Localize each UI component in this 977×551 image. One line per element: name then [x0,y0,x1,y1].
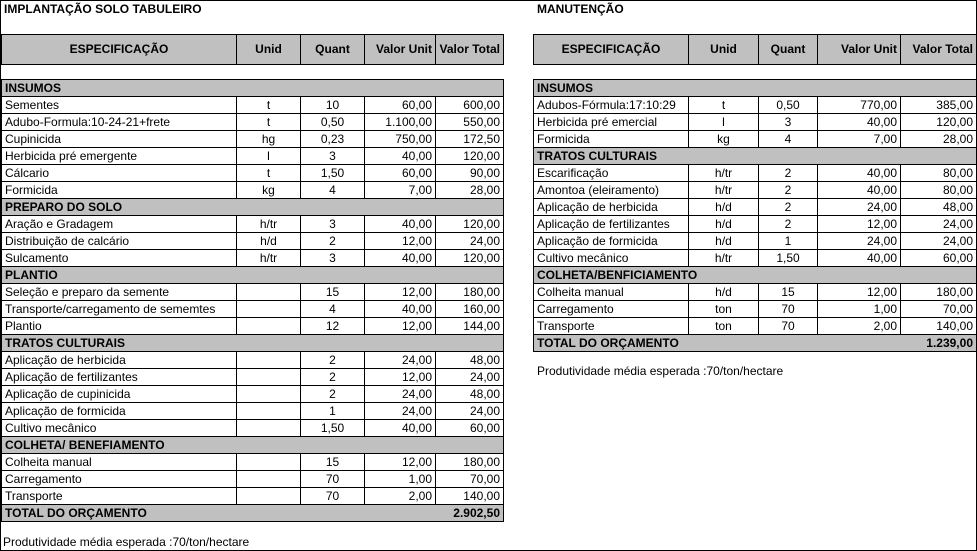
cell-quant: 4 [301,182,365,199]
table-row [2,454,504,471]
cell-especificacao: Aração e Gradagem [2,216,237,233]
cell-valor-total: 24,00 [901,216,977,233]
table-row [534,114,977,131]
right-budget-table [533,34,977,352]
section-title: PLANTIO [2,267,504,284]
table-row [2,114,504,131]
cell-valor-unit: 40,00 [365,148,436,165]
cell-valor-unit: 7,00 [365,182,436,199]
cell-valor-unit: 1,00 [365,471,436,488]
cell-unid: t [237,97,301,114]
header-unid: Unid [689,35,759,65]
cell-valor-unit: 60,00 [365,165,436,182]
cell-quant: 1 [759,233,818,250]
header-valor-unit: Valor Unit [365,35,436,65]
cell-unid [237,369,301,386]
section-row [2,437,504,454]
cell-valor-total: 550,00 [436,114,504,131]
table-row [2,97,504,114]
cell-valor-total: 180,00 [901,284,977,301]
cell-valor-unit: 750,00 [365,131,436,148]
table-row [2,471,504,488]
cell-unid [237,454,301,471]
section-row [2,267,504,284]
table-row [2,318,504,335]
cell-valor-total: 24,00 [436,369,504,386]
cell-quant: 0,50 [759,97,818,114]
cell-unid: t [237,114,301,131]
cell-valor-total: 24,00 [436,403,504,420]
cell-valor-unit: 40,00 [818,182,901,199]
cell-valor-unit: 2,00 [818,318,901,335]
cell-especificacao: Aplicação de cupinicida [2,386,237,403]
cell-especificacao: Formicida [534,131,689,148]
cell-valor-unit: 12,00 [818,284,901,301]
section-row [534,267,977,284]
section-row [534,80,977,97]
cell-quant: 2 [301,233,365,250]
cell-valor-total: 120,00 [436,216,504,233]
spacer-row [534,65,977,80]
section-row [2,80,504,97]
spacer-cell [2,65,504,80]
right-title: MANUTENÇÃO [537,2,624,16]
cell-valor-unit: 1.100,00 [365,114,436,131]
table-row [2,488,504,505]
cell-valor-total: 120,00 [436,148,504,165]
cell-unid [237,403,301,420]
table-row [534,165,977,182]
cell-valor-unit: 40,00 [365,420,436,437]
cell-valor-unit: 770,00 [818,97,901,114]
cell-valor-total: 60,00 [436,420,504,437]
cell-quant: 12 [301,318,365,335]
cell-unid [237,386,301,403]
table-row [2,369,504,386]
header-valor-total: Valor Total [436,35,504,65]
cell-especificacao: Sulcamento [2,250,237,267]
cell-quant: 4 [301,301,365,318]
cell-especificacao: Escarificação [534,165,689,182]
cell-quant: 4 [759,131,818,148]
cell-unid: h/tr [689,165,759,182]
cell-unid: h/d [689,284,759,301]
header-valor-total: Valor Total [901,35,977,65]
table-header-row [534,35,977,65]
table-row [534,216,977,233]
cell-valor-total: 80,00 [901,165,977,182]
cell-quant: 15 [301,284,365,301]
cell-quant: 2 [759,182,818,199]
header-quant: Quant [301,35,365,65]
cell-valor-unit: 40,00 [818,114,901,131]
table-row [534,250,977,267]
cell-quant: 10 [301,97,365,114]
section-title: PREPARO DO SOLO [2,199,504,216]
cell-valor-unit: 12,00 [818,216,901,233]
cell-valor-total: 140,00 [901,318,977,335]
cell-unid: hg [237,131,301,148]
cell-unid [237,284,301,301]
cell-especificacao: Transporte/carregamento de sememtes [2,301,237,318]
cell-especificacao: Adubo-Formula:10-24-21+frete [2,114,237,131]
cell-quant: 3 [759,114,818,131]
cell-valor-unit: 2,00 [365,488,436,505]
cell-especificacao: Plantio [2,318,237,335]
table-row [534,233,977,250]
cell-unid: h/d [689,216,759,233]
table-row [2,148,504,165]
section-row [534,148,977,165]
total-value: 2.902,50 [365,505,504,522]
cell-quant: 2 [301,369,365,386]
cell-especificacao: Formicida [2,182,237,199]
cell-valor-unit: 24,00 [818,199,901,216]
cell-valor-total: 120,00 [436,250,504,267]
cell-especificacao: Herbicida pré emercial [534,114,689,131]
table-row [2,216,504,233]
table-header-row [2,35,504,65]
cell-unid: kg [237,182,301,199]
cell-especificacao: Cálcario [2,165,237,182]
cell-valor-unit: 12,00 [365,454,436,471]
section-title: TRATOS CULTURAIS [2,335,504,352]
section-title: COLHETA/BENFICIAMENTO [534,267,977,284]
cell-valor-total: 24,00 [901,233,977,250]
cell-especificacao: Aplicação de fertilizantes [2,369,237,386]
cell-especificacao: Aplicação de herbicida [2,352,237,369]
section-row [2,199,504,216]
cell-unid: kg [689,131,759,148]
cell-especificacao: Cupinicida [2,131,237,148]
cell-especificacao: Transporte [534,318,689,335]
cell-especificacao: Colheita manual [2,454,237,471]
cell-quant: 0,23 [301,131,365,148]
cell-valor-total: 28,00 [436,182,504,199]
table-row [534,318,977,335]
cell-quant: 3 [301,250,365,267]
table-row [2,352,504,369]
cell-valor-total: 140,00 [436,488,504,505]
cell-valor-total: 144,00 [436,318,504,335]
cell-especificacao: Carregamento [2,471,237,488]
section-title: INSUMOS [2,80,504,97]
section-row [2,335,504,352]
cell-quant: 2 [301,352,365,369]
cell-valor-total: 180,00 [436,454,504,471]
cell-quant: 3 [301,216,365,233]
spacer-cell [534,65,977,80]
cell-quant: 1,50 [301,165,365,182]
cell-valor-total: 28,00 [901,131,977,148]
cell-unid [237,301,301,318]
cell-especificacao: Aplicação de fertilizantes [534,216,689,233]
total-label: TOTAL DO ORÇAMENTO [2,505,365,522]
cell-unid: l [689,114,759,131]
cell-especificacao: Adubos-Fórmula:17:10:29 [534,97,689,114]
cell-unid [237,318,301,335]
cell-especificacao: Herbicida pré emergente [2,148,237,165]
cell-valor-unit: 24,00 [365,352,436,369]
cell-unid: l [237,148,301,165]
cell-unid [237,352,301,369]
cell-especificacao: Amontoa (eleiramento) [534,182,689,199]
left-productivity-note: Produtividade média esperada :70/ton/hectare [3,535,250,549]
cell-unid [237,471,301,488]
cell-unid: h/d [237,233,301,250]
cell-unid: h/d [689,199,759,216]
cell-valor-total: 385,00 [901,97,977,114]
cell-quant: 15 [759,284,818,301]
cell-quant: 2 [301,386,365,403]
cell-valor-unit: 60,00 [365,97,436,114]
cell-valor-unit: 40,00 [818,250,901,267]
table-row [2,131,504,148]
cell-especificacao: Aplicação de formicida [2,403,237,420]
cell-quant: 70 [301,488,365,505]
table-row [534,131,977,148]
cell-valor-total: 70,00 [436,471,504,488]
cell-quant: 1,50 [301,420,365,437]
cell-unid: t [237,165,301,182]
table-row [2,165,504,182]
cell-unid: h/d [689,233,759,250]
cell-valor-total: 48,00 [436,386,504,403]
table-row [2,284,504,301]
cell-unid: ton [689,301,759,318]
cell-especificacao: Colheita manual [534,284,689,301]
cell-unid: h/tr [237,216,301,233]
header-unid: Unid [237,35,301,65]
cell-valor-total: 600,00 [436,97,504,114]
cell-especificacao: Cultivo mecânico [534,250,689,267]
cell-quant: 3 [301,148,365,165]
cell-unid: h/tr [689,182,759,199]
cell-especificacao: Carregamento [534,301,689,318]
table-row [2,386,504,403]
cell-especificacao: Sementes [2,97,237,114]
cell-valor-total: 172,50 [436,131,504,148]
cell-quant: 2 [759,199,818,216]
cell-especificacao: Distribuição de calcário [2,233,237,250]
cell-especificacao: Cultivo mecânico [2,420,237,437]
cell-quant: 2 [759,216,818,233]
cell-valor-total: 24,00 [436,233,504,250]
cell-valor-unit: 40,00 [365,301,436,318]
cell-valor-unit: 40,00 [365,250,436,267]
cell-unid: t [689,97,759,114]
table-row [534,199,977,216]
cell-valor-unit: 24,00 [365,386,436,403]
header-especificacao: ESPECIFICAÇÃO [534,35,689,65]
cell-especificacao: Aplicação de herbicida [534,199,689,216]
table-row [534,284,977,301]
header-quant: Quant [759,35,818,65]
cell-valor-total: 180,00 [436,284,504,301]
cell-valor-unit: 12,00 [365,284,436,301]
cell-valor-total: 60,00 [901,250,977,267]
cell-quant: 1,50 [759,250,818,267]
cell-unid: h/tr [237,250,301,267]
cell-valor-unit: 12,00 [365,233,436,250]
cell-valor-unit: 24,00 [365,403,436,420]
cell-especificacao: Aplicação de formicida [534,233,689,250]
table-row [2,420,504,437]
cell-quant: 0,50 [301,114,365,131]
cell-valor-unit: 40,00 [365,216,436,233]
cell-unid [237,488,301,505]
cell-valor-unit: 40,00 [818,165,901,182]
section-title: COLHETA/ BENEFIAMENTO [2,437,504,454]
table-row [2,182,504,199]
cell-quant: 15 [301,454,365,471]
table-row [2,301,504,318]
table-row [2,250,504,267]
cell-quant: 1 [301,403,365,420]
header-valor-unit: Valor Unit [818,35,901,65]
cell-valor-total: 90,00 [436,165,504,182]
header-especificacao: ESPECIFICAÇÃO [2,35,237,65]
cell-unid [237,420,301,437]
cell-unid: ton [689,318,759,335]
table-row [2,403,504,420]
total-value: 1.239,00 [818,335,977,352]
section-title: INSUMOS [534,80,977,97]
cell-quant: 70 [759,301,818,318]
table-row [2,233,504,250]
cell-valor-total: 120,00 [901,114,977,131]
spacer-row [2,65,504,80]
cell-quant: 70 [301,471,365,488]
cell-valor-total: 160,00 [436,301,504,318]
total-row [2,505,504,522]
table-row [534,301,977,318]
cell-valor-unit: 1,00 [818,301,901,318]
cell-especificacao: Transporte [2,488,237,505]
cell-valor-unit: 7,00 [818,131,901,148]
left-budget-table [1,34,504,522]
cell-quant: 70 [759,318,818,335]
table-row [534,182,977,199]
right-productivity-note: Produtividade média esperada :70/ton/hectare [537,364,784,378]
cell-quant: 2 [759,165,818,182]
cell-valor-total: 48,00 [436,352,504,369]
table-row [534,97,977,114]
cell-valor-unit: 24,00 [818,233,901,250]
cell-valor-unit: 12,00 [365,369,436,386]
section-title: TRATOS CULTURAIS [534,148,977,165]
cell-unid: h/tr [689,250,759,267]
cell-valor-total: 70,00 [901,301,977,318]
total-row [534,335,977,352]
cell-valor-unit: 12,00 [365,318,436,335]
total-label: TOTAL DO ORÇAMENTO [534,335,818,352]
cell-especificacao: Seleção e preparo da semente [2,284,237,301]
cell-valor-total: 48,00 [901,199,977,216]
left-title: IMPLANTAÇÃO SOLO TABULEIRO [4,2,202,16]
cell-valor-total: 80,00 [901,182,977,199]
